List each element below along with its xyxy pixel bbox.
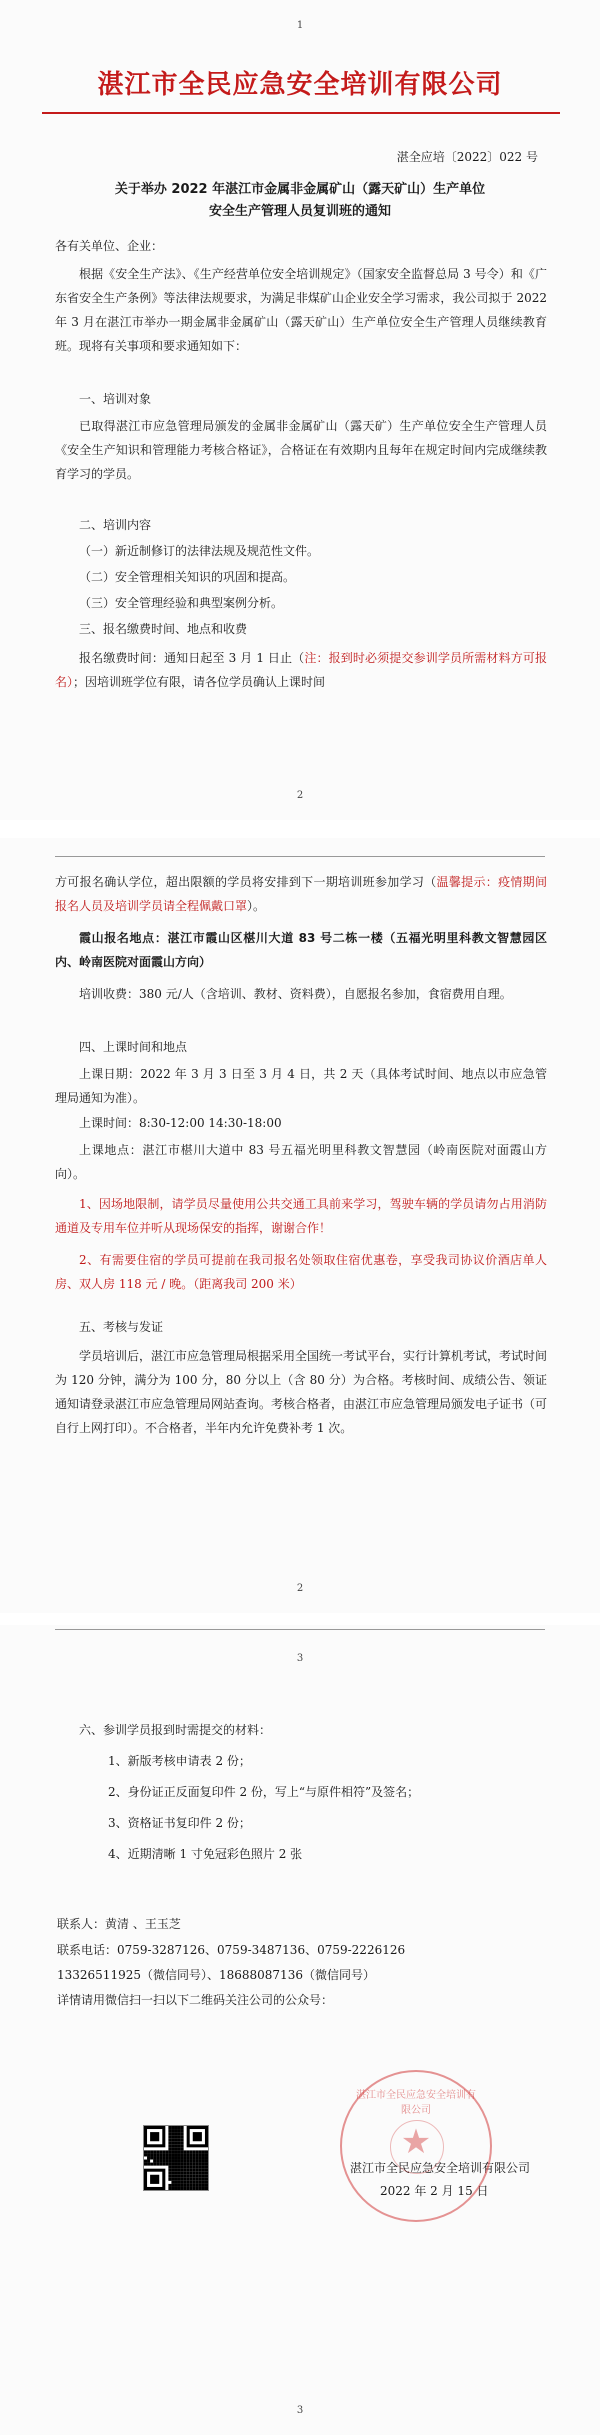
section-1-text: 已取得湛江市应急管理局颁发的金属非金属矿山（露天矿）生产单位安全生产管理人员《安全生产知识和管理能力考核合格证》，合格证在有效期内且每年在规定时间内完成继续教育学习的学员。 xyxy=(55,419,547,481)
section-2-item: （一）新近制修订的法律法规及规范性文件。 xyxy=(79,544,320,558)
section-2-item: （三）安全管理经验和典型案例分析。 xyxy=(79,596,284,610)
class-time: 上课时间：8:30-12:00 14:30-18:00 xyxy=(79,1116,282,1130)
doc-title-line1: 关于举办 2022 年湛江市金属非金属矿山（露天矿山）生产单位 xyxy=(114,182,486,197)
document-page-2 xyxy=(0,838,600,1613)
seal-text: 湛江市全民应急安全培训有限公司 xyxy=(356,2090,476,2116)
material-item: 2、身份证正反面复印件 2 份，写上“与原件相符”及签名； xyxy=(108,1785,420,1799)
wechat-instruction: 详情请用微信扫一扫以下二维码关注公司的公众号： xyxy=(57,1993,334,2007)
section-3-heading: 三、报名缴费时间、地点和收费 xyxy=(79,622,248,636)
section-5-text: 学员培训后，湛江市应急管理局根据采用全国统一考试平台，实行计算机考试，考试时间为 120 分钟，满分为 100 分，80 分以上（含 80 分）为合格。考核时间、成绩公告、领证通知请登录湛江市应急管理局网站查询。考核合格者，由湛江市应急管理局颁发电子证书（可自行上网打印）。不合格者，半年内允许免费补考 1 次。 xyxy=(55,1349,548,1435)
registration-continuation: 方可报名确认学位，超出限额的学员将安排到下一期培训班参加学习（温馨提示：疫情期间报名人员及培训学员请全程佩戴口罩）。 xyxy=(55,875,547,913)
signature-date: 2022 年 2 月 15 日 xyxy=(380,2184,489,2198)
salutation: 各有关单位、企业： xyxy=(55,239,164,253)
section-1-heading: 一、培训对象 xyxy=(79,392,152,406)
seal-star-icon: ★ xyxy=(400,2122,432,2162)
page-footer-number: 2 xyxy=(296,1583,304,1594)
page-number: 3 xyxy=(296,1653,304,1664)
training-fee: 培训收费：380 元/人（含培训、教材、资料费），自愿报名参加，食宿费用自理。 xyxy=(79,987,512,1001)
document-page-3 xyxy=(0,1625,600,2435)
document-number: 湛全应培〔2022〕022 号 xyxy=(396,150,538,164)
registration-note: 注：报到时必须提交参训学员所需材料方可报名） xyxy=(55,651,547,689)
section-6-heading: 六、参训学员报到时需提交的材料： xyxy=(79,1723,272,1737)
epidemic-reminder: 温馨提示：疫情期间报名人员及培训学员请全程佩戴口罩 xyxy=(55,875,547,913)
header-red-rule xyxy=(42,112,560,114)
material-item: 4、近期清晰 1 寸免冠彩色照片 2 张 xyxy=(108,1847,303,1861)
section-5-heading: 五、考核与发证 xyxy=(79,1320,164,1334)
company-header: 湛江市全民应急安全培训有限公司 xyxy=(97,70,503,100)
page-footer-number: 2 xyxy=(296,790,304,801)
traffic-note: 1、因场地限制，请学员尽量使用公共交通工具前来学习，驾驶车辆的学员请勿占用消防通道及专用车位并听从现场保安的指挥，谢谢合作！ xyxy=(55,1197,547,1235)
page-footer-number: 3 xyxy=(296,2405,304,2416)
section-3-text: 报名缴费时间：通知日起至 3 月 1 日止（注：报到时必须提交参训学员所需材料方可报名）；因培训班学位有限，请各位学员确认上课时间 xyxy=(55,651,547,689)
contact-phones: 联系电话：0759-3287126、0759-3487136、0759-2226126 xyxy=(57,1943,406,1957)
page-separator xyxy=(55,1629,545,1630)
signature-company: 湛江市全民应急安全培训有限公司 xyxy=(350,2161,531,2175)
section-2-heading: 二、培训内容 xyxy=(79,518,152,532)
contact-mobiles: 13326511925（微信同号）、18688087136（微信同号） xyxy=(57,1968,375,1982)
class-date: 上课日期：2022 年 3 月 3 日至 3 月 4 日，共 2 天（具体考试时间、地点以市应急管理局通知为准）。 xyxy=(55,1067,547,1105)
wechat-qr-code[interactable] xyxy=(143,2125,209,2191)
material-item: 3、资格证书复印件 2 份； xyxy=(108,1816,251,1830)
accommodation-note: 2、有需要住宿的学员可提前在我司报名处领取住宿优惠卷，享受我司协议价酒店单人房、双人房 118 元 / 晚。（距离我司 200 米） xyxy=(55,1253,547,1291)
document-page-1 xyxy=(0,0,600,820)
contact-persons: 联系人：黄清 、王玉芝 xyxy=(57,1917,181,1931)
qr-code-pattern xyxy=(144,2126,208,2190)
page-number: 1 xyxy=(296,20,304,31)
registration-address: 霞山报名地点：湛江市霞山区椹川大道 83 号二栋一楼（五福光明里科教文智慧园区内、岭南医院对面霞山方向） xyxy=(55,931,547,969)
class-place: 上课地点：湛江市椹川大道中 83 号五福光明里科教文智慧园（岭南医院对面霞山方向）。 xyxy=(55,1143,547,1181)
intro-paragraph: 根据《安全生产法》、《生产经营单位安全培训规定》（国家安全监督总局 3 号令）和《广东省安全生产条例》等法律法规要求，为满足非煤矿山企业安全学习需求，我公司拟于 2022 年 3 月在湛江市举办一期金属非金属矿山（露天矿山）生产单位安全生产管理人员继续教育班。现将有关事项和要求通知如下： xyxy=(55,267,547,353)
material-item: 1、新版考核申请表 2 份； xyxy=(108,1754,251,1768)
section-2-item: （二）安全管理相关知识的巩固和提高。 xyxy=(79,570,296,584)
page-separator xyxy=(55,856,545,857)
company-seal-stamp xyxy=(340,2070,492,2222)
doc-title-line2: 安全生产管理人员复训班的通知 xyxy=(208,204,391,219)
section-4-heading: 四、上课时间和地点 xyxy=(79,1040,188,1054)
